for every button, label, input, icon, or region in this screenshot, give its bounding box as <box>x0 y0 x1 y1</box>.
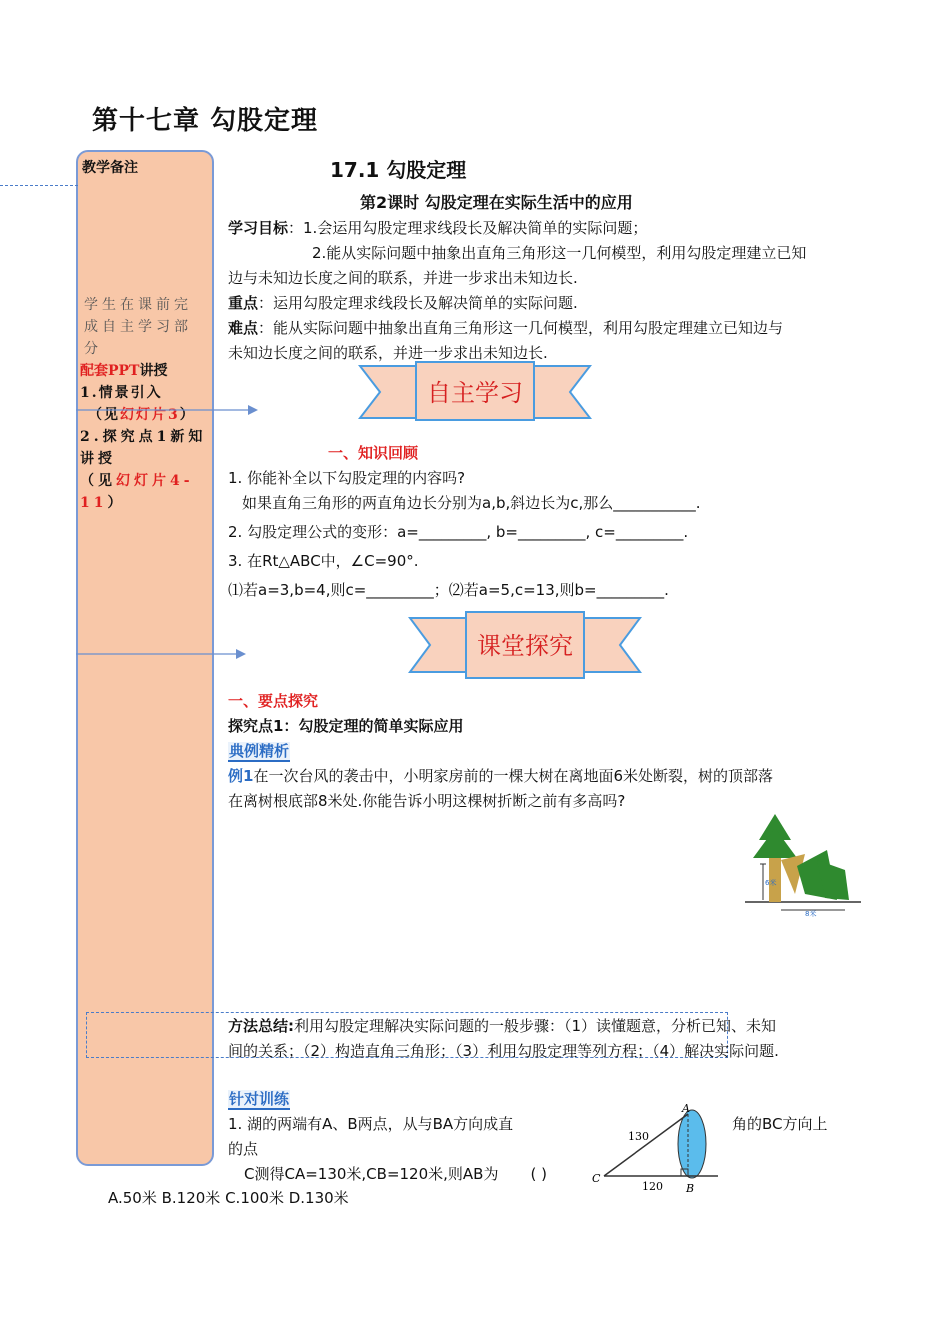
section-title: 17.1 勾股定理 <box>330 158 467 182</box>
review-title: 一、知识回顾 <box>328 444 419 462</box>
sidebar-title: 教学备注 <box>82 160 138 176</box>
side-cb-label: 120 <box>642 1180 663 1193</box>
lake-triangle-figure <box>588 1100 728 1194</box>
explore-point: 探究点1：勾股定理的简单实际应用 <box>228 717 464 735</box>
vertex-c: C <box>592 1172 601 1185</box>
side-ca-label: 130 <box>628 1130 649 1143</box>
sidebar-ppt: 配套PPT讲授 <box>80 363 168 379</box>
tree-height-label: 6米 <box>765 879 777 887</box>
vertex-b: B <box>686 1182 695 1194</box>
banner1-label: 自主学习 <box>427 379 523 407</box>
broken-tree-figure <box>745 810 863 920</box>
dashed-connector <box>0 185 78 186</box>
example-1: 例1在一次台风的袭击中，小明家房前的一棵大树在离地面6米处断裂，树的顶部落 在离树根底部8米处.你能告诉小明这棵树折断之前有多高吗? <box>228 767 773 810</box>
tree-base-label: 8米 <box>805 910 817 918</box>
vertex-a: A <box>682 1102 690 1115</box>
lesson-title: 第2课时 勾股定理在实际生活中的应用 <box>360 193 633 212</box>
practice-options: A.50米 B.120米 C.100米 D.130米 <box>108 1189 349 1207</box>
sidebar-item1-ref: （见幻灯片3） <box>88 407 196 423</box>
banner2-label: 课堂探究 <box>477 632 573 660</box>
banner-class-explore <box>408 610 642 682</box>
example-tag: 典例精析 <box>229 742 290 760</box>
sidebar-item1: 1.情景引入 <box>80 385 163 401</box>
practice-q1-right: 角的BC方向上 <box>732 1115 828 1133</box>
practice-tag: 针对训练 <box>229 1090 290 1108</box>
practice-q1: 1. 湖的两端有A、B两点，从与BA方向成直 的点 C测得CA=130米,CB=120米,则AB为 ( ) <box>228 1115 547 1183</box>
banner-self-study <box>358 360 592 426</box>
review-questions: 1. 你能补全以下勾股定理的内容吗? 如果直角三角形的两直角边长分别为a,b,斜边长为c,那么___________. 2. 勾股定理公式的变形：a=_________, b=_________, c=_________. 3. 在Rt△ABC中，∠C=90°. ⑴若a=3,b=4,则c=_________；⑵若a=5,c=13,则b=_________. <box>228 469 701 599</box>
sidebar-note: 学生在课前完成自主学习部分 <box>84 297 192 357</box>
objectives: 学习目标：1.会运用勾股定理求线段长及解决简单的实际问题； 2.能从实际问题中抽象出直角三角形这一几何模型，利用勾股定理建立已知 边与未知边长度之间的联系，并进一步求出未知边长. 重点：运用勾股定理求线段长及解决简单的实际问题. 难点：能从实际问题中抽象出直角三角形这一几何模型，利用勾股定理建立已知边与 未知边长度之间的联系，并进一步求出未知边长. <box>228 219 807 362</box>
explore-title: 一、要点探究 <box>228 692 319 710</box>
chapter-title: 第十七章 勾股定理 <box>92 106 319 136</box>
method-summary: 方法总结:利用勾股定理解决实际问题的一般步骤：（1）读懂题意，分析已知、未知 间的关系；（2）构造直角三角形；（3）利用勾股定理等列方程；（4）解决实际问题. <box>228 1017 779 1060</box>
sidebar-item2-ref: （见幻灯片4-11） <box>80 473 194 511</box>
sidebar-item2: 2.探究点1新知讲授 <box>80 429 207 467</box>
